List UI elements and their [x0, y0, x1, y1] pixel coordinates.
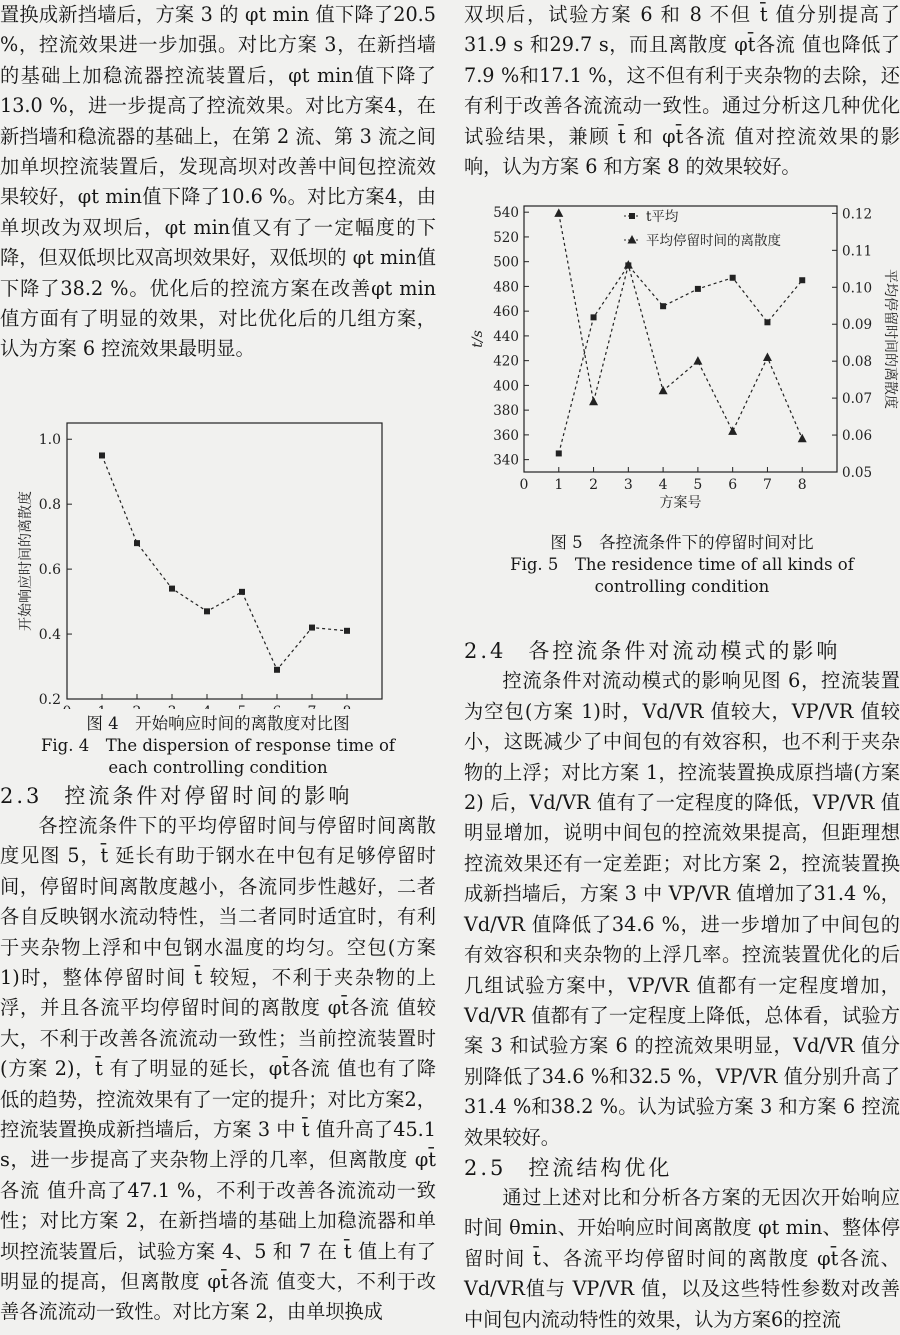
y-tick-label: 340 — [493, 453, 519, 470]
x-tick-label: 6 — [728, 477, 738, 494]
x-tick-label: 3 — [623, 477, 633, 494]
left-column — [0, 0, 436, 1328]
section-title: 控流结构优化 — [528, 1155, 673, 1180]
legend-marker-t-mean — [629, 213, 635, 219]
section-title: 控流条件对停留时间的影响 — [64, 783, 353, 808]
figure-4 — [0, 379, 436, 779]
y2-tick-label: 0.09 — [842, 317, 873, 334]
y2-tick-label: 0.10 — [842, 280, 873, 297]
x-tick-label — [308, 704, 317, 709]
y-tick-label: 360 — [493, 428, 519, 445]
x-tick-label: 1 — [554, 477, 564, 494]
data-point-t-mean — [556, 451, 562, 457]
figure-4-chart — [0, 379, 436, 709]
y2-tick-label: 0.08 — [842, 354, 873, 371]
figure-5 — [464, 198, 900, 598]
section-number: 2.5 — [464, 1155, 507, 1180]
series-line — [102, 455, 347, 669]
section-2-3-heading — [0, 781, 436, 811]
x-axis-label: 方案号 — [659, 495, 702, 512]
data-point-dispersion — [624, 261, 633, 270]
x-tick-label — [203, 704, 212, 709]
x-tick-label: 0 — [519, 477, 529, 494]
section-2-4-heading — [464, 636, 900, 666]
x-tick-label — [133, 704, 142, 709]
data-point — [134, 540, 140, 546]
legend-label-t-mean: t平均 — [646, 209, 679, 226]
y2-tick-label: 0.05 — [842, 465, 873, 482]
data-point-t-mean — [764, 320, 770, 326]
data-point — [274, 667, 280, 673]
y-tick-label: 460 — [493, 304, 519, 321]
figure-4-caption-en-1: Fig. 4 The dispersion of response time of — [40, 735, 396, 755]
x-tick-label — [273, 704, 282, 709]
data-point-dispersion — [693, 357, 702, 366]
data-point — [344, 628, 350, 634]
data-point-dispersion — [554, 209, 563, 218]
figure-5-caption-en-2: controlling condition — [594, 577, 770, 597]
figure-5-chart — [464, 198, 900, 528]
x-tick-label — [98, 704, 107, 709]
y-tick-label: 440 — [493, 329, 519, 346]
y-tick-label: 1.0 — [38, 432, 61, 449]
y-tick-label: 0.2 — [38, 691, 61, 708]
y-tick-label: 0.6 — [38, 561, 61, 578]
data-point-t-mean — [591, 315, 597, 321]
x-tick-label: 5 — [693, 477, 703, 494]
y2-tick-label: 0.06 — [842, 428, 873, 445]
y-tick-label: 400 — [493, 378, 519, 395]
data-point — [99, 452, 105, 458]
data-point-t-mean — [730, 275, 736, 281]
y-tick-label: 480 — [493, 279, 519, 296]
y-tick-label: 540 — [493, 205, 519, 222]
section-number: 2.4 — [464, 639, 507, 664]
figure-4-caption-en-2: each controlling condition — [108, 757, 328, 777]
y-tick-label: 0.8 — [38, 497, 61, 514]
y-tick-label: 380 — [493, 403, 519, 420]
data-point — [309, 624, 315, 630]
x-tick-label: 7 — [762, 477, 772, 494]
y2-tick-label: 0.11 — [842, 243, 873, 260]
data-point-dispersion — [763, 353, 772, 362]
data-point-dispersion — [798, 434, 807, 443]
data-point-t-mean — [799, 278, 805, 284]
y2-tick-label: 0.07 — [842, 391, 873, 408]
plot-frame — [67, 423, 382, 699]
data-point — [204, 608, 210, 614]
paragraph-section-2-4: 控流条件对流动模式的影响见图 6，控流装置为空包(方案 1)时，Vd/VR 值较大，VP/VR 值较小，这既减少了中间包的有效容积，也不利于夹杂物的上浮；对比方案 1，控流装置换成原挡墙(方案 2) 后，Vd/VR 值有了一定程度的降低，VP/VR 值明显增加，说明中间包的控流效果提高，但距理想控流效果还有一定差距；对比方案 2，控流装置换成新挡墙后，方案 3 中 VP/VR 值增加了31.4 %，Vd/VR 值降低了34.6 %，进一步增加了中间包的有效容积和夹杂物的上浮几率。控流装置优化的后几组试验方案中，VP/VR 值都有一定程度增加，Vd/VR 值都有了一定程度上降低，总体看，试验方案 3 和试验方案 6 的控流效果明显，Vd/VR 值分别降低了34.6 %和32.5 %，VP/VR 值分别升高了31.4 %和38.2 %。认为试验方案 3 和方案 6 控流效果较好。 — [464, 669, 900, 1149]
x-tick-label: 8 — [797, 477, 807, 494]
section-2-5-heading — [464, 1153, 900, 1183]
x-tick-label — [168, 704, 177, 709]
data-point — [239, 589, 245, 595]
data-point-t-mean — [695, 286, 701, 292]
paragraph-section-2-3: 各控流条件下的平均停留时间与停留时间离散度见图 5，t̄ 延长有助于钢水在中包有足够停留时间，停留时间离散度越小，各流同步性越好，二者各自反映钢水流动特性，当二者同时适宜时，有利于夹杂物上浮和中包钢水温度的均匀。空包(方案 1)时，整体停留时间 t̄ 较短，不利于夹杂物的上浮，并且各流平均停留时间的离散度 φt̄各流 值较大，不利于改善各流流动一致性；当前控流装置时(方案 2)，t̄ 有了明显的延长，φt̄各流 值也有了降低的趋势，控流效果有了一定的提升；对比方案2，控流装置换成新挡墙后，方案 3 中 t̄ 值升高了45.1 s，进一步提高了夹杂物上浮的几率，但离散度 φt̄各流 值升高了47.1 %，不利于改善各流流动一致性；对比方案 2，在新挡墙的基础上加稳流器和单坝控流装置后，试验方案 4、5 和 7 在 t̄ 值上有了明显的提高，但离散度 φt̄各流 值变大，不利于改善各流流动一致性。对比方案 2，由单坝换成 — [0, 813, 436, 1324]
y2-tick-label: 0.12 — [842, 206, 873, 223]
x-tick-label: 4 — [658, 477, 668, 494]
y-axis-label: t/s — [470, 330, 486, 349]
y-tick-label: 500 — [493, 255, 519, 272]
paragraph-scheme-comparison: 置换成新挡墙后，方案 3 的 φt min 值下降了20.5 %，控流效果进一步加强。对比方案 3，在新挡墙的基础上加稳流器控流装置后，φt min值下降了13.0 %，进一步提高了控流效果。对比方案4，在新挡墙和稳流器的基础上，在第 2 流、第 3 流之间加单坝控流装置后，发现高坝对改善中间包控流效果较好，φt min值下降了10.6 %。对比方案4，由单坝改为双坝后，φt min值又有了一定幅度的下降，但双低坝比双高坝效果好，双低坝的 φt min值下降了38.2 %。优化后的控流方案在改善φt min值方面有了明显的效果，对比优化后的几组方案，认为方案 6 控流效果最明显。 — [0, 3, 436, 361]
figure-4-caption-cn: 图 4 开始响应时间的离散度对比图 — [86, 713, 350, 733]
data-point-dispersion — [728, 427, 737, 436]
figure-5-caption-cn: 图 5 各控流条件下的停留时间对比 — [550, 533, 814, 553]
data-point-t-mean — [660, 304, 666, 310]
section-title: 各控流条件对流动模式的影响 — [528, 639, 841, 664]
data-point-dispersion — [659, 386, 668, 395]
figure-5-caption-en-1: Fig. 5 The residence time of all kinds of — [510, 555, 854, 575]
data-point — [169, 585, 175, 591]
y-tick-label: 420 — [493, 354, 519, 371]
y-axis-label: 开始响应时间的离散度 — [18, 490, 34, 631]
legend-label-dispersion: 平均停留时间的离散度 — [646, 233, 781, 250]
x-tick-label — [63, 704, 72, 709]
x-tick-label: 2 — [589, 477, 599, 494]
x-tick-label — [238, 704, 247, 709]
y-tick-label: 0.4 — [38, 626, 61, 643]
x-tick-label — [343, 704, 352, 709]
legend-marker-dispersion — [628, 235, 637, 244]
section-number: 2.3 — [0, 783, 43, 808]
y-tick-label: 520 — [493, 230, 519, 247]
data-point-dispersion — [589, 397, 598, 406]
right-column — [464, 0, 900, 1335]
y2-axis-label: 平均停留时间的离散度 — [882, 269, 898, 410]
paragraph-section-2-5: 通过上述对比和分析各方案的无因次开始响应时间 θmin、开始响应时间离散度 φt min、整体停留时间 t̄、各流平均停留时间的离散度 φt̄各流、Vd/VR值与 VP/VR 值，以及这些特性参数对改善中间包内流动特性的效果，认为方案6的控流 — [464, 1185, 900, 1331]
paragraph-double-dam: 双坝后，试验方案 6 和 8 不但 t̄ 值分别提高了31.9 s 和29.7 s，而且离散度 φt̄各流 值也降低了7.9 %和17.1 %，这不但有利于夹杂物的去除，还有利于改善各流流动一致性。通过分析这几种优化试验结果，兼顾 t̄ 和 φt̄各流 值对控流效果的影响，认为方案 6 和方案 8 的效果较好。 — [464, 3, 900, 179]
